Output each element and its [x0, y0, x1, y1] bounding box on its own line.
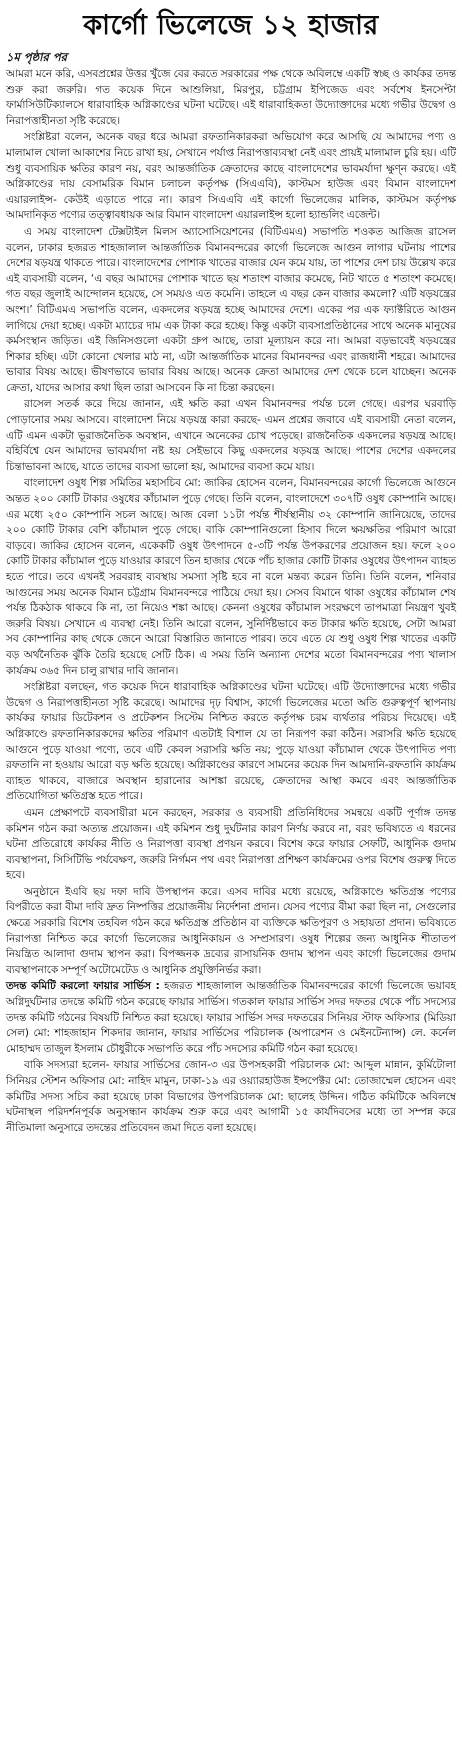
- article-paragraph: আমরা মনে করি, এসবপ্রশ্নের উত্তর খুঁজে বের করতে সরকারের পক্ষ থেকে অবিলম্বে একটি স্বচ্ছ ও কার্যকর তদন্ত শুরু করা জরুরি। গত কয়েক দিনে আশুলিয়া, মিরপুর, চট্টগ্রাম ইপিজেড এবং সর্বশেষ ইনসেপ্টা ফার্মাসিউটিক্যালসে ধারাবাহিক অগ্নিকাণ্ডের ঘটনা ঘটেছে। এই ধারাবাহিকতা উদ্যোক্তাদের মধ্যে গভীর উদ্বেগ ও নিরাপত্তাহীনতা সৃষ্টি করেছে।: [6, 68, 456, 127]
- article-headline: কার্গো ভিলেজে ১২ হাজার: [83, 10, 379, 41]
- article-paragraph: সংশ্লিষ্টরা বলেন, অনেক বছর ধরে আমরা রফতানিকারকরা অভিযোগ করে আসছি যে আমাদের পণ্য ও মালামাল খোলা আকাশের নিচে রাখা হয়, সেখানে পর্যাপ্ত নিরাপত্তাব্যবস্থা নেই এবং প্রায়ই মালামাল চুরি হয়। এটি শুধু ব্যবসায়িক ক্ষতির কারণ নয়, বরং আন্তর্জাতিক ক্রেতাদের কাছে বাংলাদেশের ভাবমর্যাদা ক্ষুণ্ন করছে। এই অগ্নিকাণ্ডের দায় বেসামরিক বিমান চলাচল কর্তৃপক্ষ (সিএএবি), কাস্টমস হাউজ এবং বিমান বাংলাদেশ এয়ারলাইন্স- কেউই এড়াতে পারে না। কারণ সিএএবি এই কার্গো ভিলেজের মালিক, কাস্টমস কর্তৃপক্ষ আমদানিকৃত পণ্যের তত্ত্বাবধায়ক আর বিমান বাংলাদেশ এয়ারলাইন্স হলো হ্যান্ডলিং এজেন্ট।: [6, 131, 456, 222]
- article-paragraph: রাসেল সতর্ক করে দিয়ে জানান, এই ক্ষতি করা এখন বিমানবন্দর পর্যন্ত চলে গেছে। এরপর ঘরবাড়ি পোড়ানোর সময় আসবে। বাংলাদেশ নিয়ে ষড়যন্ত্র কারা করছে- এমন প্রশ্নের জবাবে এই ব্যবসায়ী নেতা বলেন, এটি এমন একটা ভূরাজনৈতিক অবস্থান, এখানে অনেকের চোখ পড়েছে। রাজনৈতিক একদলের ষড়যন্ত্র আছে। বহির্বিশ্বে যেন আমাদের ভাবমর্যাদা নষ্ট হয় সেইভাবে কিছু একদলের ষড়যন্ত্র আছে। পাশের দেশের একদলের চিন্তাভাবনা আছে, যাতে তাদের ব্যবসা ভালো হয়, আমাদের ব্যবসা কমে যায়।: [6, 398, 456, 473]
- article-paragraph: অনুষ্ঠানে ইএবি ছয় দফা দাবি উপস্থাপন করে। এসব দাবির মধ্যে রয়েছে, অগ্নিকাণ্ডে ক্ষতিগ্রস্ত পণ্যের বিপরীতে করা বীমা দাবি দ্রুত নিষ্পত্তির প্রয়োজনীয় নির্দেশনা প্রদান। যেসব পণ্যের বীমা করা ছিল না, সেগুলোর ক্ষেত্রে সরকারি বিশেষ তহবিল গঠন করে ক্ষতিগ্রস্ত প্রতিষ্ঠান বা ব্যক্তিকে ক্ষতিপূরণ ও সহায়তা প্রদান। ভবিষ্যতে নিরাপত্তা নিশ্চিত করে কার্গো ভিলেজের আধুনিকায়ন ও সম্প্রসারণ। ওষুধ শিল্পের জন্য আধুনিক শীতাতপ নিয়ন্ত্রিত আলাদা গুদাম স্থাপন করা। বিপজ্জনক দ্রব্যের রাসায়নিক গুদাম স্থাপন এবং কার্গো ভিলেজের গুদাম ব্যবস্থাপনাকে সম্পূর্ণ অটোমেটেড ও আধুনিক প্রযুক্তিনির্ভর করা।: [6, 885, 456, 976]
- article-paragraph-with-subhead: [6, 979, 456, 1057]
- article-paragraph-text: হজরত শাহজালাল আন্তর্জাতিক বিমানবন্দরের কার্গো ভিলেজে ভয়াবহ অগ্নিদুর্ঘটনার তদন্তে কমিটি গঠন করেছে ফায়ার সার্ভিস। গতকাল ফায়ার সার্ভিস সদর দফতর থেকে পাঁচ সদস্যের তদন্ত কমিটি গঠনের বিষয়টি নিশ্চিত করা হয়েছে। ফায়ার সার্ভিস সদর দফতরের সিনিয়র স্টাফ অফিসার (মিডিয়া সেল) মো: শাহজাহান শিকদার জানান, ফায়ার সার্ভিসের পরিচালক (অপারেশন ও মেইনটেন্যান্স) লে. কর্নেল মোহাম্মদ তাজুল ইসলাম চৌধুরীকে সভাপতি করে পাঁচ সদস্যের কমিটি গঠন করা হয়েছে।: [6, 980, 456, 1055]
- article-paragraph: এ সময় বাংলাদেশ টেক্সটাইল মিলস অ্যাসোসিয়েশনের (বিটিএমএ) সভাপতি শওকত আজিজ রাসেল বলেন, ঢাকার হজরত শাহজালাল আন্তর্জাতিক বিমানবন্দরের কার্গো ভিলেজে আগুন লাগার ঘটনায় পাশের দেশের ষড়যন্ত্র থাকতে পারে। বাংলাদেশের পোশাক খাতের বাজার যেন কমে যায়, তা পাশের দেশ চায় উল্লেখ করে এই ব্যবসায়ী বলেন, ‘এ বছর আমাদের পোশাক খাতে ছয় শতাংশ বাজার কমেছে, নিট খাতে ৫ শতাংশ কমেছে। গত বছর জুলাই আন্দোলন হয়েছে, সে সময়ও এত কমেনি। তাহলে এ বছর কেন বাজার কমলো? এটি ষড়যন্ত্রের অংশ।’ বিটিএমএ সভাপতি বলেন, একদলের ষড়যন্ত্র হচ্ছে আমাদের দেশে। একের পর এক ফ্যাক্টরিতে আগুন লাগিয়ে দেয়া হচ্ছে। একটা ম্যাচের দাম এক টাকা করে হচ্ছে। কিন্তু একটা ব্যবসাপ্রতিষ্ঠানের সাথে অনেক মানুষের কর্মসংস্থান জড়িত। এই জিনিসগুলো একটা গ্রুপ আছে, তারা মূল্যায়ন করে না। আমরা বড়ভাবেই ষড়যন্ত্রের শিকার হচ্ছি। এটা কোনো খেলার মাঠ না, এটা আন্তর্জাতিক মানের বিমানবন্দর এবং রাজধানী শহরে। আমাদের ভাবার বিষয় আছে। ভীষণভাবে ভাবার বিষয় আছে। অনেক ক্রেতা আমাদের দেশ থেকে চলে যাচ্ছেন। অনেক ক্রেতা, যাদের আসার কথা ছিল তারা আসবেন কি না চিন্তা করছেন।: [6, 225, 456, 394]
- committee-subhead: তদন্ত কমিটি করলো ফায়ার সার্ভিস :: [6, 980, 160, 993]
- article-paragraph: বাকি সদস্যরা হলেন- ফায়ার সার্ভিসের জোন-৩ এর উপসহকারী পরিচালক মো: আব্দুল মান্নান, কুর্মিটোলা সিনিয়র স্টেশন অফিসার মো: নাহিদ মামুন, ঢাকা-১৯ এর ওয়্যারহাউজ ইন্সপেক্টর মো: তোজাম্মেল হোসেন এবং কমিটির সদস্য সচিব করা হয়েছে ঢাকা বিভাগের উপপরিচালক মো: ছালেহ উদ্দিন। গঠিত কমিটিকে অবিলম্বে ঘটনাস্থল পরিদর্শনপূর্বক অনুসন্ধান কার্যক্রম শুরু করে এবং আগামী ১৫ কার্যদিবসের মধ্যে তা সম্পন্ন করে নীতিমালা অনুসারে তদন্তের প্রতিবেদন জমা দিতে বলা হয়েছে।: [6, 1059, 456, 1134]
- article-paragraph: বাংলাদেশ ওষুধ শিল্প সমিতির মহাসচিব মো: জাকির হোসেন বলেন, বিমানবন্দরের কার্গো ভিলেজে আগুনে অন্তত ২০০ কোটি টাকার ওষুধের কাঁচামাল পুড়ে গেছে। তিনি বলেন, বাংলাদেশে ৩০৭টি ওষুধ কোম্পানি আছে। এর মধ্যে ২৫০ কোম্পানি সচল আছে। আজ বেলা ১১টা পর্যন্ত শীর্ষস্থানীয় ৩২ কোম্পানি জানিয়েছে, তাদের ২০০ কোটি টাকার বেশি কাঁচামাল পুড়ে গেছে। বাকি কোম্পানিগুলো হিসাব দিলে ক্ষয়ক্ষতির পরিমাণ আরো বাড়বে। জাকির হোসেন বলেন, একেকটি ওষুধ উৎপাদনে ৫-৩টি পর্যন্ত উপকরণের প্রয়োজন হয়। ফলে ২০০ কোটি টাকার কাঁচামাল পুড়ে যাওয়ার কারণে তিন হাজার থেকে পাঁচ হাজার কোটি টাকার ওষুধের উৎপাদন ব্যাহত হতে পারে। তবে এখনই সরবরাহ ব্যবস্থায় সমস্যা সৃষ্টি হবে না বলে মন্তব্য করেন তিনি। তিনি বলেন, শনিবার আগুনের সময় অনেক বিমান চট্টগ্রাম বিমানবন্দরে পাঠিয়ে দেয়া হয়। সেসব বিমানে থাকা ওষুধের কাঁচামাল শেষ পর্যন্ত ঠিকঠাক থাকবে কি না, তা নিয়েও শঙ্কা আছে। কেননা ওষুধের কাঁচামাল সংরক্ষণে তাপমাত্রা নিয়ন্ত্রণ খুবই জরুরি বিষয়। সেখানে এ ব্যবস্থা নেই। তিনি আরো বলেন, সুনির্দিষ্টভাবে কত টাকার ক্ষতি হয়েছে, সেটা আমরা সব কোম্পানির কাছ থেকে জেনে আরো বিস্তারিত জানাতে পারব। তবে এতে যে শুধু ওষুধ শিল্প খাতের একটি বড় অর্থনৈতিক ঝুঁকি তৈরি হয়েছে সেটি ঠিক। এ সময় তিনি অন্যান্য দেশের মতো বিমানবন্দরের পণ্য খালাস কার্যক্রম ৩৬৫ দিন চালু রাখার দাবি জানান।: [6, 477, 456, 677]
- continued-from-label: ১ম পৃষ্ঠার পর: [6, 50, 67, 64]
- article-paragraph: সংশ্লিষ্টরা বলছেন, গত কয়েক দিনে ধারাবাহিক অগ্নিকাণ্ডের ঘটনা ঘটেছে। এটি উদ্যোক্তাদের মধ্যে গভীর উদ্বেগ ও নিরাপত্তাহীনতা সৃষ্টি করেছে। আমাদের দৃঢ় বিশ্বাস, কার্গো ভিলেজের মতো অতি গুরুত্বপূর্ণ স্থাপনায় কার্যকর ফায়ার ডিটেকশন ও প্রটেকশন সিস্টেম নিশ্চিত করতে কর্তৃপক্ষ চরম ব্যর্থতার পরিচয় দিয়েছে। এই অগ্নিকাণ্ডে রফতানিকারকদের ক্ষতির পরিমাণ এতটাই বিশাল যে তা নিরূপণ করা কঠিন। সরাসরি ক্ষতি হয়েছে আগুনে পুড়ে যাওয়া পণ্যে, তবে এটি কেবল সরাসরি ক্ষতি নয়; পুড়ে যাওয়া কাঁচামাল থেকে উৎপাদিত পণ্য রফতানি না হওয়ায় আরো বড় ক্ষতি হয়েছে। অগ্নিকাণ্ডের কারণে সামনের কয়েক দিন আমদানি-রফতানি কার্যক্রম ব্যাহত থাকবে, বাজারে অবস্থান হারানোর আশঙ্কা রয়েছে, ক্রেতাদের আস্থা কমবে এবং আন্তর্জাতিক প্রতিযোগিতা ক্ষতিগ্রস্ত হতে পারে।: [6, 681, 456, 803]
- article-paragraph: এমন প্রেক্ষাপটে ব্যবসায়ীরা মনে করছেন, সরকার ও ব্যবসায়ী প্রতিনিধিদের সমন্বয়ে একটি পূর্ণাঙ্গ তদন্ত কমিশন গঠন করা অত্যন্ত প্রয়োজন। এই কমিশন শুধু দুর্ঘটনার কারণ নির্ণয় করবে না, বরং ভবিষ্যতে এ ধরনের ঘটনা প্রতিরোধে কার্যকর নীতি ও নিরাপত্তা ব্যবস্থা প্রণয়ন করবে। বিশেষ করে ফায়ার সেফটি, আধুনিক গুদাম ব্যবস্থাপনা, সিসিটিভি পর্যবেক্ষণ, জরুরি নির্গমন পথ এবং নিরাপত্তা প্রশিক্ষণ কার্যক্রমের ওপর বিশেষ গুরুত্ব দিতে হবে।: [6, 806, 456, 882]
